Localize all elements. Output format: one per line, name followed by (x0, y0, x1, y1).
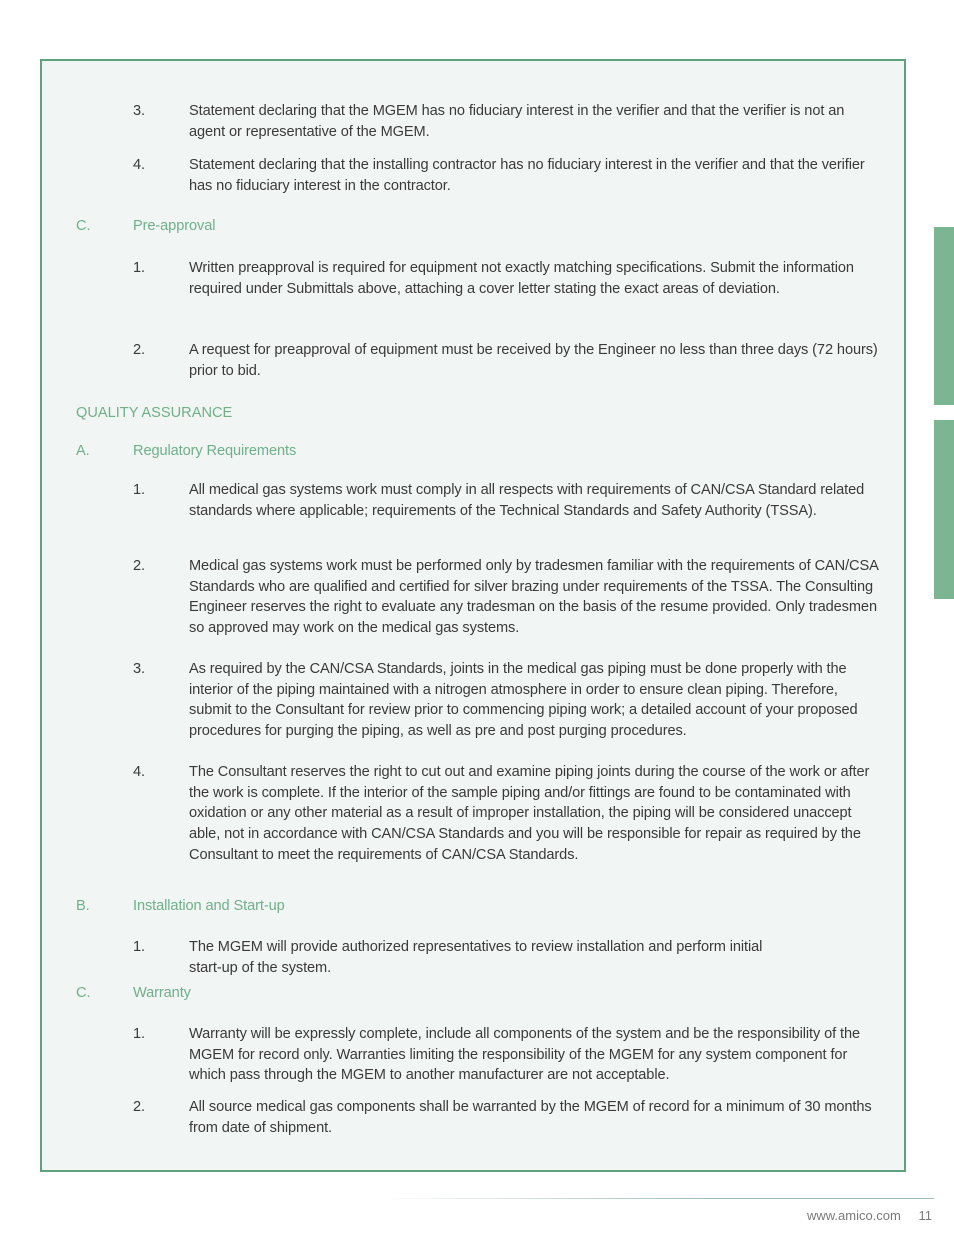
list-item-number: 3. (133, 103, 145, 119)
footer-url-link[interactable]: www.amico.com (806, 1208, 901, 1223)
list-item-number: 2. (133, 1099, 145, 1115)
section-letter: C. (76, 218, 91, 234)
list-item-text: A request for preapproval of equipment must be received by the Engineer no less than three days (72 hours) prior to bid. (189, 342, 878, 379)
page-number: 11 (918, 1208, 932, 1223)
list-item-text: Written preapproval is required for equipment not exactly matching specifications. Submit the information required under Submittals above, attaching a cover letter stating the exact areas of deviation. (189, 260, 854, 297)
section-title: Installation and Start-up (133, 898, 285, 914)
section-letter: B. (76, 898, 90, 914)
list-item-text: All source medical gas components shall be warranted by the MGEM of record for a minimum of 30 months from date of shipment. (189, 1099, 872, 1136)
section-title: Warranty (133, 985, 191, 1001)
section-letter: A. (76, 443, 90, 459)
list-item-text: As required by the CAN/CSA Standards, joints in the medical gas piping must be done properly with the interior of the piping maintained with a nitrogen atmosphere in order to ensure clean piping. Therefore, submit to the Consultant for review prior to commencing piping work; a detailed account of your proposed procedures for purging the piping, as well as pre and post purging procedures. (189, 661, 858, 740)
side-tab-lower (934, 420, 954, 599)
list-item-text: The Consultant reserves the right to cut out and examine piping joints during the course of the work or after the work is complete. If the interior of the sample piping and/or fittings are found to be contaminated with oxidation or any other material as a result of improper installation, the piping will be considered unaccept able, not in accordance with CAN/CSA Standards and you will be responsible for repair as required by the Consultant to meet the requirements of CAN/CSA Standards. (189, 764, 870, 863)
list-item-text: Warranty will be expressly complete, include all components of the system and be the responsibility of the MGEM for record only. Warranties limiting the responsibility of the MGEM for any system component for which pass through the MGEM to another manufacturer are not acceptable. (189, 1026, 861, 1084)
list-item-number: 1. (133, 482, 145, 498)
list-item-text: All medical gas systems work must comply in all respects with requirements of CAN/CSA Standard related standards where applicable; requirements of the Technical Standards and Safety Authority (TSSA). (189, 482, 865, 519)
list-item-number: 4. (133, 764, 145, 780)
list-item-text: Statement declaring that the installing contractor has no fiduciary interest in the verifier and that the verifier has no fiduciary interest in the contractor. (189, 157, 865, 194)
page-footer (807, 1207, 932, 1225)
list-item-number: 4. (133, 157, 145, 173)
list-item-number: 2. (133, 558, 145, 574)
list-item-text: Medical gas systems work must be performed only by tradesmen familiar with the requirements of CAN/CSA Standards who are qualified and certified for silver brazing under requirements of the TSSA. The Consulting Engineer reserves the right to evaluate any tradesman on the basis of the resume provided. Only tradesmen so approved may work on the medical gas systems. (189, 558, 878, 637)
section-letter: C. (76, 985, 91, 1001)
quality-assurance-heading: QUALITY ASSURANCE (76, 405, 233, 421)
list-item-number: 2. (133, 342, 145, 358)
section-title: Pre-approval (133, 218, 216, 234)
list-item-text: Statement declaring that the MGEM has no fiduciary interest in the verifier and that the verifier is not an agent or representative of the MGEM. (189, 103, 845, 140)
list-item-text: The MGEM will provide authorized representatives to review installation and perform initial start-up of the system. (189, 939, 763, 976)
list-item-number: 1. (133, 1026, 145, 1042)
section-title: Regulatory Requirements (133, 443, 297, 459)
list-item-number: 3. (133, 661, 145, 677)
footer-divider (380, 1198, 934, 1199)
list-item-number: 1. (133, 939, 145, 955)
side-tab-upper (934, 227, 954, 405)
list-item-number: 1. (133, 260, 145, 276)
